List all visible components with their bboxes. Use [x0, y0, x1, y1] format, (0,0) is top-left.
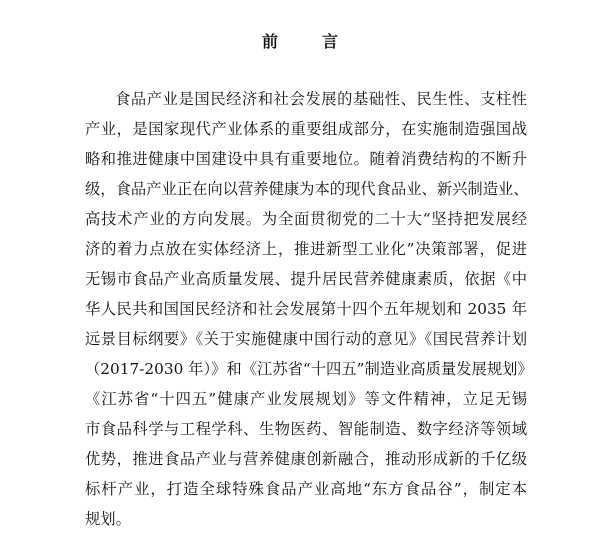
paragraph-line: 产业，是国家现代产业体系的重要组成部分，在实施制造强国战: [85, 120, 527, 138]
paragraph-line: 《江苏省“十四五”健康产业发展规划》等文件精神，立足无锡: [85, 390, 527, 408]
preface-paragraph: [85, 84, 533, 534]
paragraph-line: 规划。: [85, 510, 131, 528]
paragraph-line: 远景目标纲要》《关于实施健康中国行动的意见》《国民营养计划: [85, 330, 527, 348]
paragraph-line: 级，食品产业正在向以营养健康为本的现代食品业、新兴制造业、: [85, 180, 529, 198]
paragraph-line: 食品产业是国民经济和社会发展的基础性、民生性、支柱性: [115, 90, 527, 108]
page-title: 前 言: [261, 32, 352, 51]
paragraph-line: 高技术产业的方向发展。为全面贯彻党的二十大“坚持把发展经: [85, 210, 527, 228]
paragraph-line: 市食品科学与工程学科、生物医药、智能制造、数字经济等领域: [85, 420, 527, 438]
paragraph-line: 优势，推进食品产业与营养健康创新融合，推动形成新的千亿级: [85, 450, 527, 468]
paragraph-line: 略和推进健康中国建设中具有重要地位。随着消费结构的不断升: [85, 150, 527, 168]
paragraph-line: 无锡市食品产业高质量发展、提升居民营养健康素质，依据《中: [85, 270, 527, 288]
paragraph-line: 标杆产业，打造全球特殊食品产业高地“东方食品谷”，制定本: [85, 480, 527, 498]
paragraph-line: （2017-2030 年）》和《江苏省“十四五”制造业高质量发展规划》: [85, 360, 533, 378]
paragraph-line: 华人民共和国国民经济和社会发展第十四个五年规划和 2035 年: [85, 300, 527, 318]
paragraph-line: 济的着力点放在实体经济上，推进新型工业化”决策部署，促进: [85, 240, 527, 258]
